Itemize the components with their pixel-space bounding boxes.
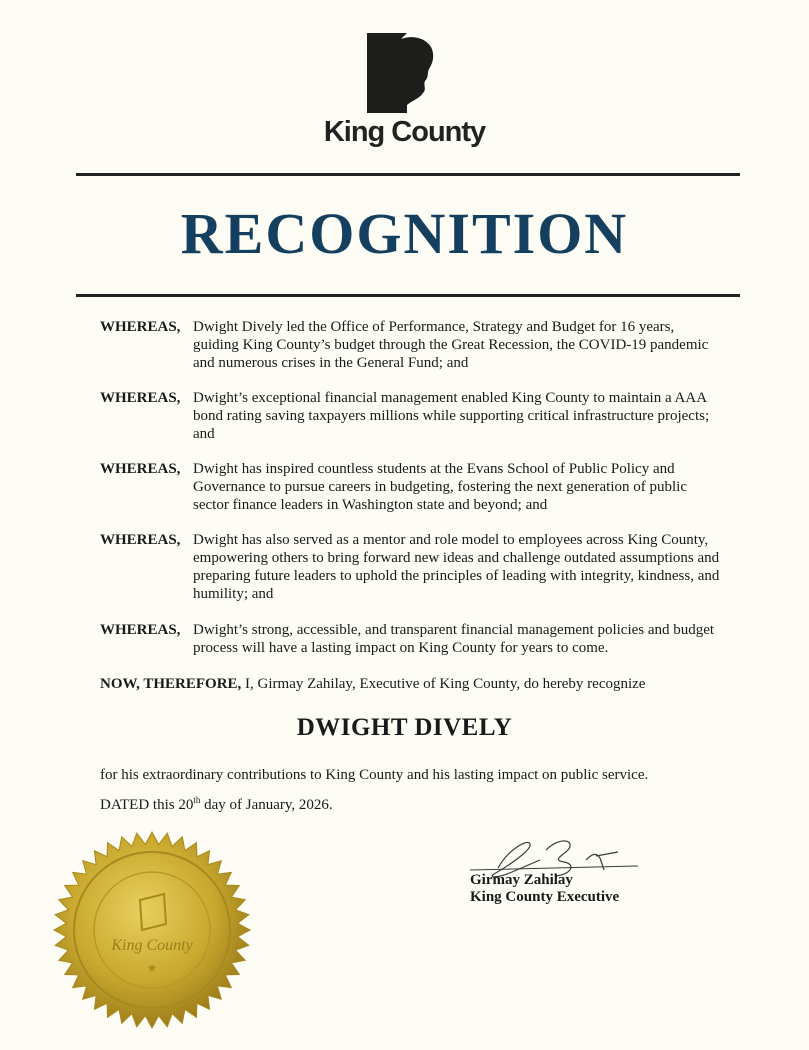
contribution-statement: for his extraordinary contributions to King County and his lasting impact on public service. xyxy=(100,767,649,783)
svg-text:★: ★ xyxy=(146,961,158,975)
honoree-name: DWIGHT DIVELY xyxy=(296,714,513,741)
resolution-keyword: NOW, THEREFORE, xyxy=(100,676,242,692)
whereas-text: Dwight has inspired countless students at the Evans School of Public Policy and Governance to pursue careers in budgeting, fostering the next generation of public sector finance leaders in Washington state and beyond; and xyxy=(193,461,687,513)
whereas-keyword: WHEREAS, xyxy=(100,390,181,406)
whereas-keyword: WHEREAS, xyxy=(100,622,181,638)
organization-name: King County xyxy=(323,116,486,148)
dated-line xyxy=(100,795,333,814)
whereas-clause xyxy=(100,318,720,372)
whereas-keyword: WHEREAS, xyxy=(100,532,181,548)
whereas-text: Dwight’s exceptional financial management enabled King County to maintain a AAA bond rating saving taxpayers millions while supporting critical infrastructure projects; and xyxy=(193,390,710,442)
whereas-text: Dwight Dively led the Office of Performance, Strategy and Budget for 16 years, guiding King County’s budget through the Great Recession, the COVID-19 pandemic and numerous crises in the General Fund; and xyxy=(193,319,709,371)
document-title: RECOGNITION xyxy=(180,201,629,266)
whereas-clause xyxy=(100,531,720,603)
top-divider xyxy=(76,173,740,176)
dated-suffix: day of January, 2026. xyxy=(200,797,333,813)
whereas-clause xyxy=(100,621,720,657)
king-county-logo-icon xyxy=(367,33,447,113)
whereas-text: Dwight has also served as a mentor and role model to employees across King County, empowering others to bring forward new ideas and challenge outdated assumptions and preparing future leaders to uphold the principles of leading with integrity, kindness, and humility; and xyxy=(193,532,720,602)
whereas-text: Dwight’s strong, accessible, and transparent financial management policies and budget process will have a lasting impact on King County for years to come. xyxy=(193,622,715,656)
signatory-name: Girmay Zahilay xyxy=(470,872,573,888)
whereas-keyword: WHEREAS, xyxy=(100,461,181,477)
seal-text: King County xyxy=(111,937,193,954)
gold-seal-icon xyxy=(52,830,252,1030)
dated-prefix: DATED this 20 xyxy=(100,797,194,813)
signatory-title: King County Executive xyxy=(470,889,620,905)
whereas-clause xyxy=(100,460,720,514)
resolution-text: I, Girmay Zahilay, Executive of King County, do hereby recognize xyxy=(245,676,646,692)
dated-ordinal: th xyxy=(193,795,201,805)
whereas-keyword: WHEREAS, xyxy=(100,319,181,335)
bottom-divider xyxy=(76,294,740,297)
whereas-clause xyxy=(100,389,720,443)
resolution-statement xyxy=(100,676,720,693)
